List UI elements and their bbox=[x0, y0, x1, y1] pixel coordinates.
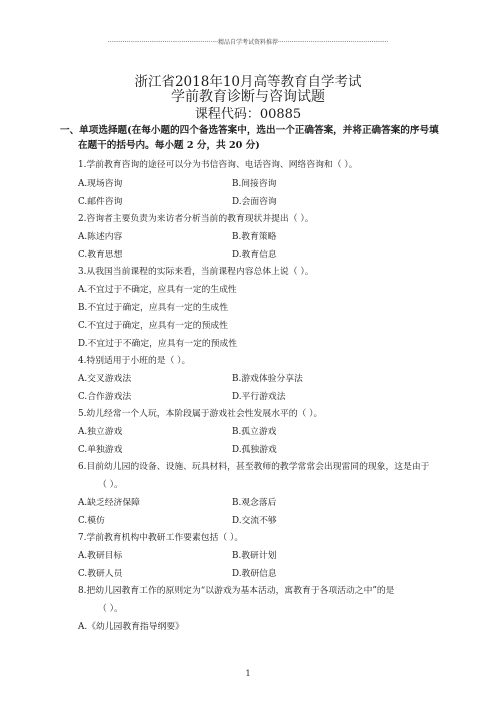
q5-option-c: C.单独游戏 bbox=[78, 445, 123, 455]
q1-option-b: B.间接咨询 bbox=[232, 179, 277, 189]
q5-option-d: D.孤独游戏 bbox=[232, 445, 277, 455]
section-heading-line2: 在题干的括号内。每小题 2 分，共 20 分) bbox=[78, 140, 260, 151]
question-2: 2.咨询者主要负责为来访者分析当前的教育现状并提出（ ）。 bbox=[78, 214, 314, 224]
exam-subject: 学前教育诊断与咨询试题 bbox=[171, 89, 325, 105]
q5-option-a: A.独立游戏 bbox=[78, 427, 123, 437]
question-8: 8.把幼儿园教育工作的原则定为“以游戏为基本活动，寓教育于各项活动之中”的是 bbox=[78, 586, 395, 596]
q4-option-c: C.合作游戏法 bbox=[78, 392, 132, 402]
question-5: 5.幼儿经常一个人玩，本阶段属于游戏社会性发展水平的（ ）。 bbox=[78, 409, 323, 419]
q8-option-a: A.《幼儿园教育指导纲要》 bbox=[78, 622, 184, 632]
question-7: 7.学前教育机构中教研工作要素包括（ ）。 bbox=[78, 533, 244, 543]
q3-option-d: D.不宜过于不确定，应具有一定的预成性 bbox=[78, 339, 238, 349]
q7-option-c: C.教研人员 bbox=[78, 569, 123, 579]
exam-title: 浙江省2018年10月高等教育自学考试 bbox=[134, 74, 362, 90]
q2-option-c: C.教育思想 bbox=[78, 250, 123, 260]
question-1: 1.学前教育咨询的途径可以分为书信咨询、电话咨询、网络咨询和（ ）。 bbox=[78, 160, 358, 170]
q2-option-a: A.陈述内容 bbox=[78, 232, 123, 242]
q4-option-d: D.平行游戏法 bbox=[232, 392, 286, 402]
q6-option-b: B.观念落后 bbox=[232, 498, 277, 508]
question-3: 3.从我国当前课程的实际来看，当前课程内容总体上说（ ）。 bbox=[78, 267, 314, 277]
q6-option-d: D.交流不够 bbox=[232, 516, 277, 526]
q5-option-b: B.孤立游戏 bbox=[232, 427, 277, 437]
q1-option-a: A.现场咨询 bbox=[78, 179, 123, 189]
q3-option-b: B.不宜过于确定，应具有一定的生成性 bbox=[78, 303, 229, 313]
q4-option-b: B.游戏体验分享法 bbox=[232, 374, 303, 384]
q3-option-c: C.不宜过于确定，应具有一定的预成性 bbox=[78, 321, 228, 331]
question-8-cont: （ ）。 bbox=[98, 604, 123, 614]
q6-option-c: C.模仿 bbox=[78, 516, 105, 526]
q6-option-a: A.缺乏经济保障 bbox=[78, 498, 140, 508]
q2-option-d: D.教育信息 bbox=[232, 250, 277, 260]
question-4: 4.特别适用于小班的是（ ）。 bbox=[78, 356, 191, 366]
q7-option-d: D.教研信息 bbox=[232, 569, 277, 579]
section-heading bbox=[60, 123, 440, 153]
page-number: 1 bbox=[245, 669, 251, 678]
question-6: 6.目前幼儿园的设备、设施、玩具材料，甚至教师的教学常常会出现雷同的现象，这是由于 bbox=[78, 462, 430, 472]
q4-option-a: A.交叉游戏法 bbox=[78, 374, 132, 384]
section-heading-line1: 一、单项选择题(在每小题的四个备选答案中，选出一个正确答案，并将正确答案的序号填 bbox=[60, 125, 439, 136]
header-banner: ··························································精品自学考试资料推荐·························································· bbox=[107, 39, 389, 46]
q7-option-b: B.教研计划 bbox=[232, 551, 277, 561]
q1-option-d: D.会面咨询 bbox=[232, 197, 277, 207]
q7-option-a: A.教研目标 bbox=[78, 551, 123, 561]
question-6-cont: （ ）。 bbox=[98, 480, 123, 490]
course-code: 课程代码：00885 bbox=[194, 107, 302, 122]
q2-option-b: B.教育策略 bbox=[232, 232, 277, 242]
q3-option-a: A.不宜过于不确定，应具有一定的生成性 bbox=[78, 285, 237, 295]
q1-option-c: C.邮件咨询 bbox=[78, 197, 123, 207]
